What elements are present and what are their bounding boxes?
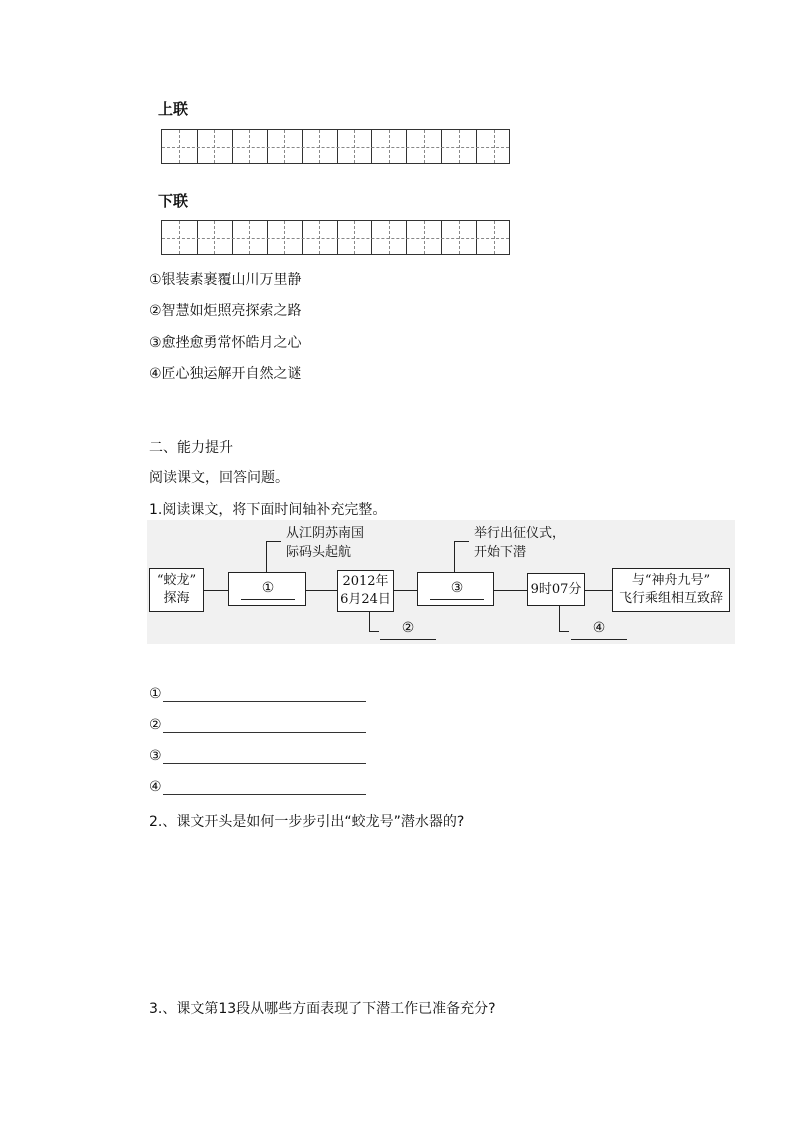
- section-heading: 二、能力提升: [149, 440, 233, 456]
- lower-couplet-label: 下联: [158, 192, 189, 210]
- answer-number-3: ③: [149, 748, 162, 764]
- question-3: 3.、课文第13段从哪些方面表现了下潜工作已准备充分?: [149, 1001, 496, 1017]
- timeline-end-line1: 与“神舟九号”: [631, 573, 711, 588]
- answer-number-2: ②: [149, 717, 162, 733]
- couplet-option-3: ③愈挫愈勇常怀皓月之心: [149, 335, 302, 351]
- couplet-option-2: ②智慧如炬照亮探索之路: [149, 303, 302, 319]
- question-1: 1.阅读课文，将下面时间轴补充完整。: [149, 502, 387, 518]
- couplet-option-1: ①银装素裹覆山川万里静: [149, 272, 302, 288]
- answer-row-4[interactable]: [149, 779, 366, 795]
- answer-row-2[interactable]: [149, 717, 366, 733]
- timeline-blank1-box: [228, 572, 306, 606]
- timeline-end-box: [612, 568, 730, 612]
- timeline-end-line2: 飞行乘组相互致辞: [618, 591, 723, 606]
- answer-line-2[interactable]: [163, 718, 366, 733]
- timeline-note3-line1: 举行出征仪式，: [474, 526, 566, 541]
- answer-number-1: ①: [149, 686, 162, 702]
- answer-row-3[interactable]: [149, 748, 366, 764]
- timeline-note3-line2: 开始下潜: [474, 545, 527, 560]
- timeline-blank3[interactable]: ③: [430, 579, 484, 600]
- answer-number-4: ④: [149, 779, 162, 795]
- timeline-diagram: [147, 520, 735, 644]
- answer-line-4[interactable]: [163, 780, 366, 795]
- timeline-start-box: [149, 568, 204, 612]
- timeline-note3: [474, 524, 565, 562]
- timeline-note1-line2: 际码头起航: [286, 545, 352, 560]
- answer-line-3[interactable]: [163, 749, 366, 764]
- timeline-start-line2: 探海: [163, 591, 190, 606]
- timeline-date-box: [337, 570, 394, 612]
- timeline-note1-line1: 从江阴苏南国: [286, 526, 365, 541]
- couplet-option-4: ④匠心独运解开自然之谜: [149, 366, 302, 382]
- timeline-blank3-box: [417, 572, 494, 606]
- timeline-blank1[interactable]: ①: [241, 579, 295, 600]
- timeline-date-line1: 2012年: [342, 574, 389, 589]
- timeline-note1: [286, 524, 364, 562]
- lower-couplet-grid[interactable]: [161, 220, 510, 255]
- answer-row-1[interactable]: [149, 686, 366, 702]
- instruction-text: 阅读课文，回答问题。: [149, 470, 289, 486]
- question-2: 2.、课文开头是如何一步步引出“蛟龙号”潜水器的?: [149, 814, 465, 830]
- upper-couplet-label: 上联: [158, 100, 189, 118]
- timeline-time: 9时07分: [530, 582, 582, 597]
- answer-line-1[interactable]: [163, 687, 366, 702]
- timeline-start-line1: “蛟龙”: [156, 573, 197, 588]
- upper-couplet-grid[interactable]: [161, 129, 510, 164]
- timeline-blank2[interactable]: ②: [380, 620, 436, 640]
- timeline-blank4[interactable]: ④: [571, 620, 627, 640]
- timeline-time-box: [527, 573, 585, 606]
- timeline-date-line2: 6月24日: [340, 592, 391, 607]
